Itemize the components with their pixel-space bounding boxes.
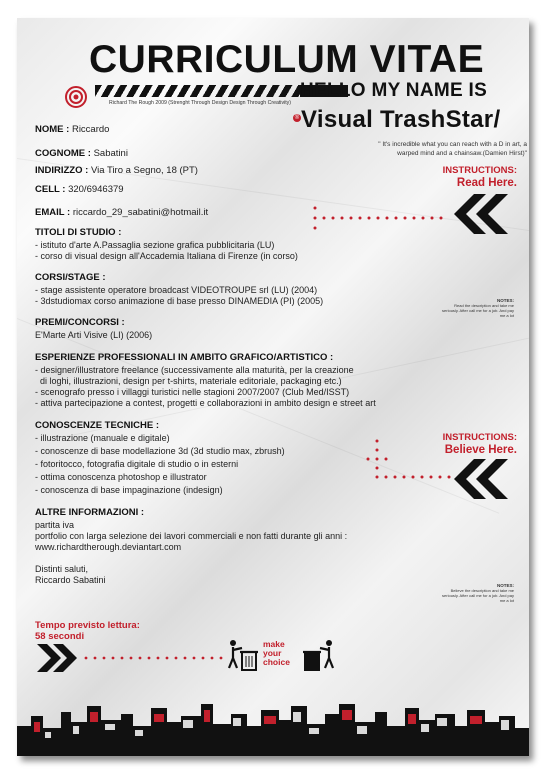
field-indirizzo	[35, 165, 198, 176]
byline: Richard The Rough 2009 (Strenght Through Design Design Through Creativity)	[109, 100, 291, 106]
section-line: partita iva	[35, 520, 75, 530]
instructions-cta: Believe Here.	[444, 444, 517, 456]
field-label: EMAIL :	[35, 207, 71, 218]
section-heading-altre: ALTRE INFORMAZIONI :	[35, 507, 145, 518]
section-line: - conoscenza di base impaginazione (indesign)	[35, 485, 223, 495]
section-heading-premi: PREMI/CONCORSI :	[35, 317, 125, 328]
notes-block	[440, 298, 514, 318]
section-heading-corsi: CORSI/STAGE :	[35, 272, 106, 283]
section-line: - fotoritocco, fotografia digitale di studio o in esterni	[35, 459, 239, 469]
section-heading-esperienze: ESPERIENZE PROFESSIONALI IN AMBITO GRAFICO/ARTISTICO :	[35, 352, 334, 363]
section-line: - 3dstudiomax corso animazione di base presso DINAMEDIA (PI) (2005)	[35, 296, 324, 306]
section-line: - stage assistente operatore broadcast VIDEOTROUPE srl (LU) (2004)	[35, 285, 318, 295]
notes-block	[440, 583, 514, 603]
instructions-label: INSTRUCTIONS:	[442, 165, 517, 176]
section-line: - conoscenze di base modellazione 3d (3d studio max, zbrush)	[35, 446, 285, 456]
section-line: portfolio con larga selezione dei lavori commerciali e non fatti durante gli anni :	[35, 531, 348, 541]
instructions-cta: Read Here.	[456, 177, 517, 189]
field-label: NOME :	[35, 124, 70, 135]
reading-time-value: 58 secondi	[35, 631, 85, 642]
section-line: - scenografo presso i villaggi turistici nelle stagioni 2007/2007 (Club Med/ISST)	[35, 387, 350, 397]
notes-text: Believe the description and take me seriously. After call me for a job. And pay me a lot	[442, 588, 514, 603]
choice-word: choice	[263, 657, 290, 667]
choice-word: your	[263, 648, 282, 658]
notes-text: Read the description and take me seriously. After call me for a job. And pay me a lot	[442, 303, 514, 318]
instructions-label: INSTRUCTIONS:	[442, 432, 517, 443]
name-tag: Visual TrashStar/	[301, 106, 501, 133]
quote: " It's incredible what you can reach with a D in art, a warped mind and a chainsaw.(Damien Hirst)"	[378, 141, 527, 157]
notes-title: NOTES:	[496, 583, 514, 588]
field-label: COGNOME :	[35, 148, 91, 159]
field-value: 320/6946379	[68, 184, 124, 195]
field-nome	[35, 124, 109, 135]
instructions-believe	[443, 432, 517, 456]
section-line: - corso di visual design all'Accademia Italiana di Firenze (in corso)	[35, 251, 298, 261]
chevron-left-icon	[452, 194, 514, 234]
chevron-right-icon	[35, 644, 77, 672]
hello-label: HELLO MY NAME IS	[300, 80, 488, 101]
section-line: - ottima conoscenza photoshop e illustrator	[35, 472, 207, 482]
reading-time	[35, 620, 140, 642]
section-line: - illustrazione (manuale e digitale)	[35, 433, 170, 443]
city-skyline	[17, 686, 529, 756]
trash-bin-icon	[301, 638, 337, 674]
signature: Riccardo Sabatini	[35, 575, 106, 585]
hazard-stripes	[95, 85, 300, 97]
notes-title: NOTES:	[496, 298, 514, 303]
portfolio-link[interactable]: www.richardtherough.deviantart.com	[35, 542, 182, 552]
instructions-read	[443, 165, 517, 189]
field-cell	[35, 184, 124, 195]
section-heading-conoscenze: CONOSCENZE TECNICHE :	[35, 420, 160, 431]
section-heading-titoli: TITOLI DI STUDIO :	[35, 227, 122, 238]
field-value: Riccardo	[71, 124, 110, 135]
target-icon	[65, 86, 87, 108]
section-line: di loghi, illustrazioni, design per t-shirts, materiale editoriale, packaging etc.)	[40, 376, 342, 386]
dotted-connector	[317, 438, 452, 490]
cv-title: CURRICULUM VITAE	[89, 38, 485, 81]
field-label: INDIRIZZO :	[35, 165, 89, 176]
section-line: E'Marte Arti Visive (LI) (2006)	[35, 330, 153, 340]
choice-word: make	[263, 639, 285, 649]
closing-line: Distinti saluti,	[35, 564, 89, 574]
field-cognome	[35, 148, 128, 159]
field-value: riccardo_29_sabatini@hotmail.it	[72, 207, 209, 218]
chevron-left-icon	[452, 459, 514, 499]
dotted-connector	[312, 203, 447, 233]
field-label: CELL :	[35, 184, 66, 195]
make-your-choice	[263, 640, 290, 667]
trash-bin-icon	[225, 638, 261, 674]
section-line: - istituto d'arte A.Passaglia sezione grafica pubblicitaria (LU)	[35, 240, 275, 250]
cv-sheet	[17, 18, 529, 756]
section-line: - attiva partecipazione a contest, progetti e collaborazioni in ambito design e street art	[35, 398, 376, 408]
reading-time-label: Tempo previsto lettura:	[35, 620, 140, 631]
section-line: - designer/illustratore freelance (successivamente alla maturità, per la creazione	[35, 365, 354, 375]
field-value: Via Tiro a Segno, 18 (PT)	[90, 165, 198, 176]
field-email	[35, 207, 208, 218]
registered-mark: ®	[294, 115, 300, 121]
field-value: Sabatini	[93, 148, 128, 159]
dotted-connector	[83, 652, 229, 664]
